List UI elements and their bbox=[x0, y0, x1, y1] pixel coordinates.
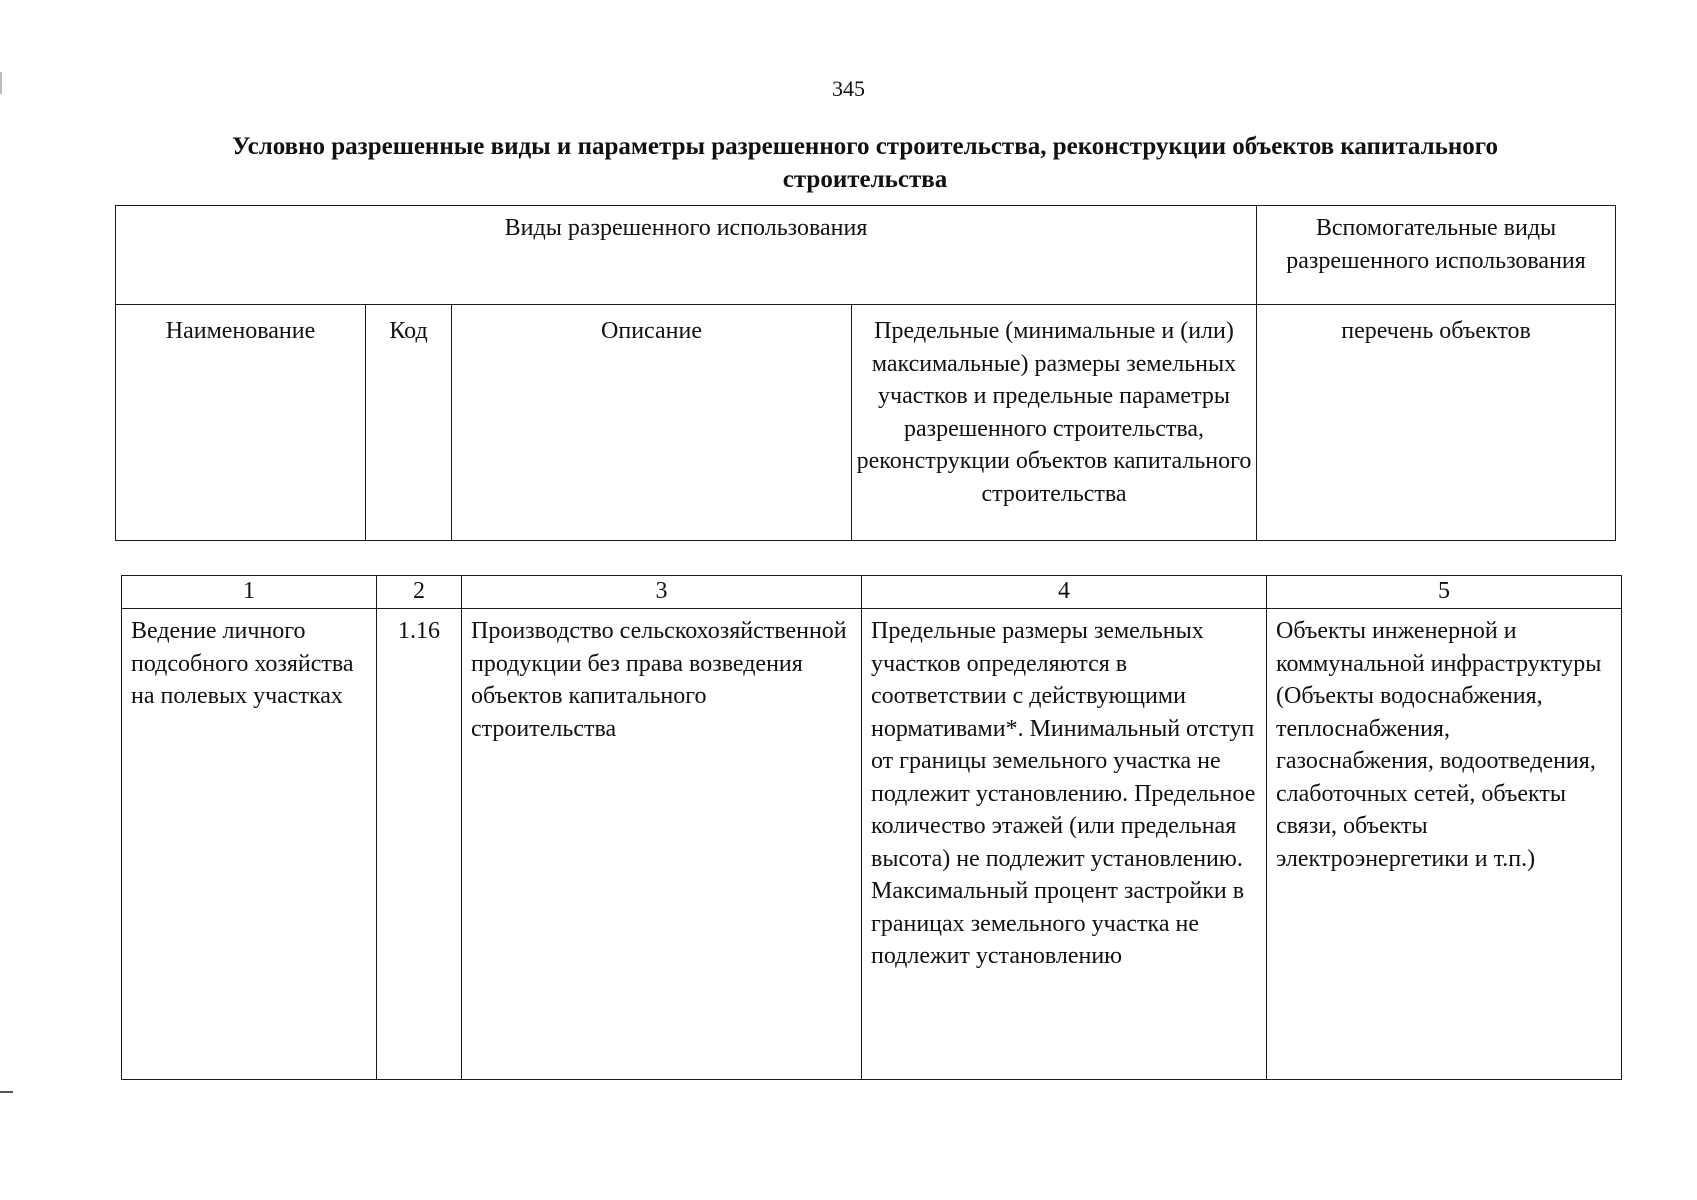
scan-edge-mark bbox=[0, 1091, 13, 1093]
column-number: 5 bbox=[1267, 576, 1622, 609]
column-header-name: Наименование bbox=[116, 305, 366, 541]
auxiliary-uses-header: Вспомогательные виды разрешенного использования bbox=[1257, 206, 1616, 305]
header-table bbox=[115, 205, 1616, 541]
column-number: 3 bbox=[462, 576, 862, 609]
column-header-description: Описание bbox=[452, 305, 852, 541]
column-header-objects: перечень объектов bbox=[1257, 305, 1616, 541]
use-name-cell: Ведение личного подсобного хозяйства на полевых участках bbox=[122, 609, 377, 1080]
data-table bbox=[121, 575, 1622, 1080]
page-title: Условно разрешенные виды и параметры разрешенного строительства, реконструкции объектов капитального строительства bbox=[231, 133, 1499, 193]
column-header-code: Код bbox=[366, 305, 452, 541]
use-limits-cell: Предельные размеры земельных участков определяются в соответствии с действующими нормативами*. Минимальный отступ от границы земельного участка не подлежит установлению. Предельное количество этажей (или предельная высота) не подлежит установлению. Максимальный процент застройки в границах земельного участка не подлежит установлению bbox=[862, 609, 1267, 1080]
column-number: 4 bbox=[862, 576, 1267, 609]
column-number: 2 bbox=[377, 576, 462, 609]
table-row bbox=[122, 609, 1622, 1080]
header-group-row bbox=[116, 206, 1616, 305]
use-code-cell: 1.16 bbox=[377, 609, 462, 1080]
use-description-cell: Производство сельскохозяйственной продукции без права возведения объектов капитального строительства bbox=[462, 609, 862, 1080]
permitted-uses-group-header: Виды разрешенного использования bbox=[116, 206, 1257, 305]
column-number: 1 bbox=[122, 576, 377, 609]
page-number: 345 bbox=[832, 76, 865, 101]
header-columns-row bbox=[116, 305, 1616, 541]
column-number-row bbox=[122, 576, 1622, 609]
auxiliary-objects-cell: Объекты инженерной и коммунальной инфраструктуры (Объекты водоснабжения, теплоснабжения, газоснабжения, водоотведения, слаботочных сетей, объекты связи, объекты электроэнергетики и т.п.) bbox=[1267, 609, 1622, 1080]
column-header-limits: Предельные (минимальные и (или) максимальные) размеры земельных участков и предельные параметры разрешенного строительства, реконструкции объектов капитального строительства bbox=[852, 305, 1257, 541]
